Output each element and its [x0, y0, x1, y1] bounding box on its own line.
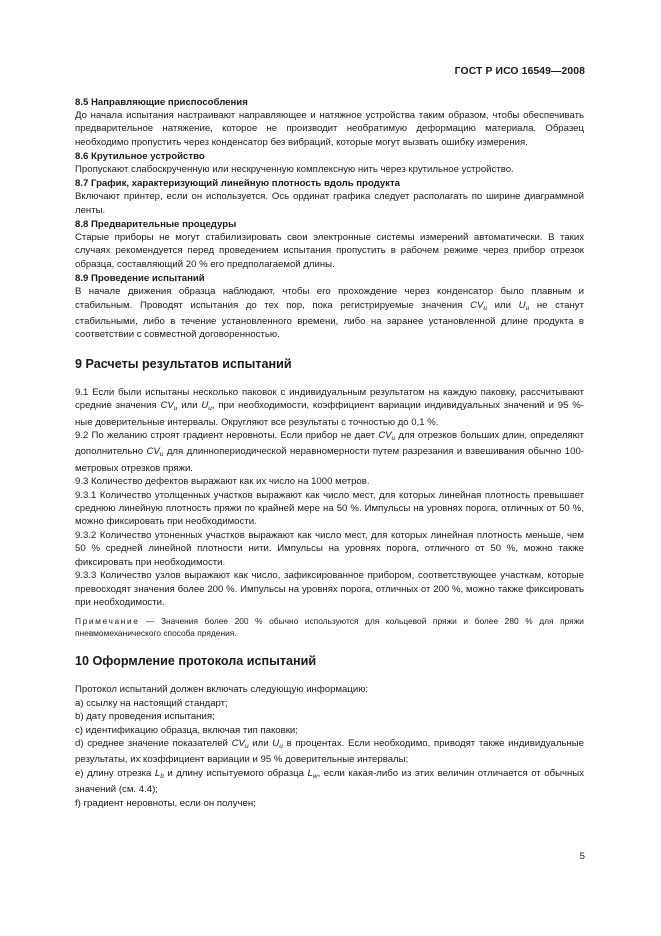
- text-9-1: 9.1 Если были испытаны несколько паковок с индивидуальным результатом на каждую паковку, рассчитывают средние значения $CV_u$ или $U_u$, при необходимости, коэффициент вариации индивидуальных значений и 95 %-ные доверительные интервалы. Округляют все результаты с точностью до 0,1 %.: [75, 386, 585, 428]
- page-number: 5: [579, 851, 585, 862]
- note-text: — Значения более 200 % обычно используются для кольцевой пряжи и более 280 % для пряжи пневмомеханического способа прядения.: [75, 616, 584, 639]
- list-item-b: b) дату проведения испытания;: [75, 711, 215, 723]
- note: [75, 615, 584, 639]
- text-10-intro: Протокол испытаний должен включать следующую информацию:: [75, 684, 369, 696]
- list-item-a: a) ссылку на настоящий стандарт;: [75, 697, 228, 709]
- heading-section-9: 9 Расчеты результатов испытаний: [75, 356, 292, 371]
- list-item-d: d) среднее значение показателей $CV_u$ или $U_u$ в процентах. Если необходимо, приводят также индивидуальные результаты, их коэффициент вариации и 95 % доверительные интервалы;: [75, 737, 584, 766]
- heading-8-6: 8.6 Крутильное устройство: [75, 150, 205, 162]
- heading-8-9: 8.9 Проведение испытаний: [75, 272, 205, 284]
- heading-8-7: 8.7 График, характеризующий линейную плотность вдоль продукта: [75, 177, 401, 189]
- text-9-3-3: 9.3.3 Количество узлов выражают как число, зафиксированное прибором, соответствующее участкам, которые превосходят значения более 200 %. Импульсы на уровнях порога, отличных от 200 %, можно также фиксировать при необходимости.: [75, 570, 584, 608]
- doc-code-header: ГОСТ Р ИСО 16549—2008: [454, 66, 585, 77]
- text-9-3-2: 9.3.2 Количество утоненных участков выражают как число мест, для которых линейная плотность меньше, чем 50 % средней линейной плотности нити. Импульсы на уровнях порога, отличного от 50 %, можно также фиксировать при необходимости.: [75, 529, 584, 568]
- heading-section-10: 10 Оформление протокола испытаний: [75, 654, 317, 669]
- page-content: [75, 95, 584, 810]
- text-8-5: До начала испытания настраивают направляющее и натяжное устройства таким образом, чтобы обеспечивать предварительное натяжение, которое не производит необратимую деформацию материала. Образец необходимо пропустить через конденсатор без вибраций, которые могут вызвать ошибку измерения.: [75, 109, 584, 148]
- text-8-9: В начале движения образца наблюдают, чтобы его прохождение через конденсатор было плавным и стабильным. Проводят испытания до тех пор, пока регистрируемые значения $CV_u$ или $U_u$ не станут стабильными, либо в течение установленного времени, либо на заранее установленной длине продукта в соответствии с совместной договоренностью.: [75, 286, 584, 341]
- text-9-3: 9.3 Количество дефектов выражают как их число на 1000 метров.: [75, 476, 370, 488]
- text-9-2: 9.2 По желанию строят градиент неровноты. Если прибор не дает $CV_u$ для отрезков больших длин, определяют дополнительно $CV_u$ для длиннопериодической неравномерности путем разрезания и взвешивания обычно 100-метровых отрезков пряжи.: [75, 430, 584, 474]
- text-8-8: Старые приборы не могут стабилизировать свои электронные системы измерений автоматически. В таких случаях рекомендуется перед проведением испытания пропустить в рабочем режиме через прибор отрезок образца, составляющий 20 % его предполагаемой длины.: [75, 232, 584, 270]
- note-label: Примечание: [75, 616, 140, 627]
- text-9-3-1: 9.3.1 Количество утолщенных участков выражают как число мест, для которых линейная плотность превышает среднюю линейную плотность пряжи по крайней мере на 50 %. Импульсы на уровнях порога, отличных от 50 %, можно фиксировать при необходимости.: [75, 489, 584, 528]
- list-item-c: c) идентификацию образца, включая тип паковки;: [75, 724, 298, 736]
- list-item-e: e) длину отрезка $L_b$ и длину испытуемого образца $L_w$, если какая-либо из этих величин отличается от обычных значений (см. 4.4);: [75, 767, 584, 796]
- text-8-6: Пропускают слабоскрученную или нескрученную комплексную нить через крутильное устройство.: [75, 164, 514, 176]
- text-8-7: Включают принтер, если он используется. Ось ординат графика следует располагать по ширине диаграммной ленты.: [75, 191, 584, 216]
- heading-8-8: 8.8 Предварительные процедуры: [75, 218, 237, 230]
- list-item-f: f) градиент неровноты, если он получен;: [75, 797, 256, 809]
- heading-8-5: 8.5 Направляющие приспособления: [75, 96, 248, 108]
